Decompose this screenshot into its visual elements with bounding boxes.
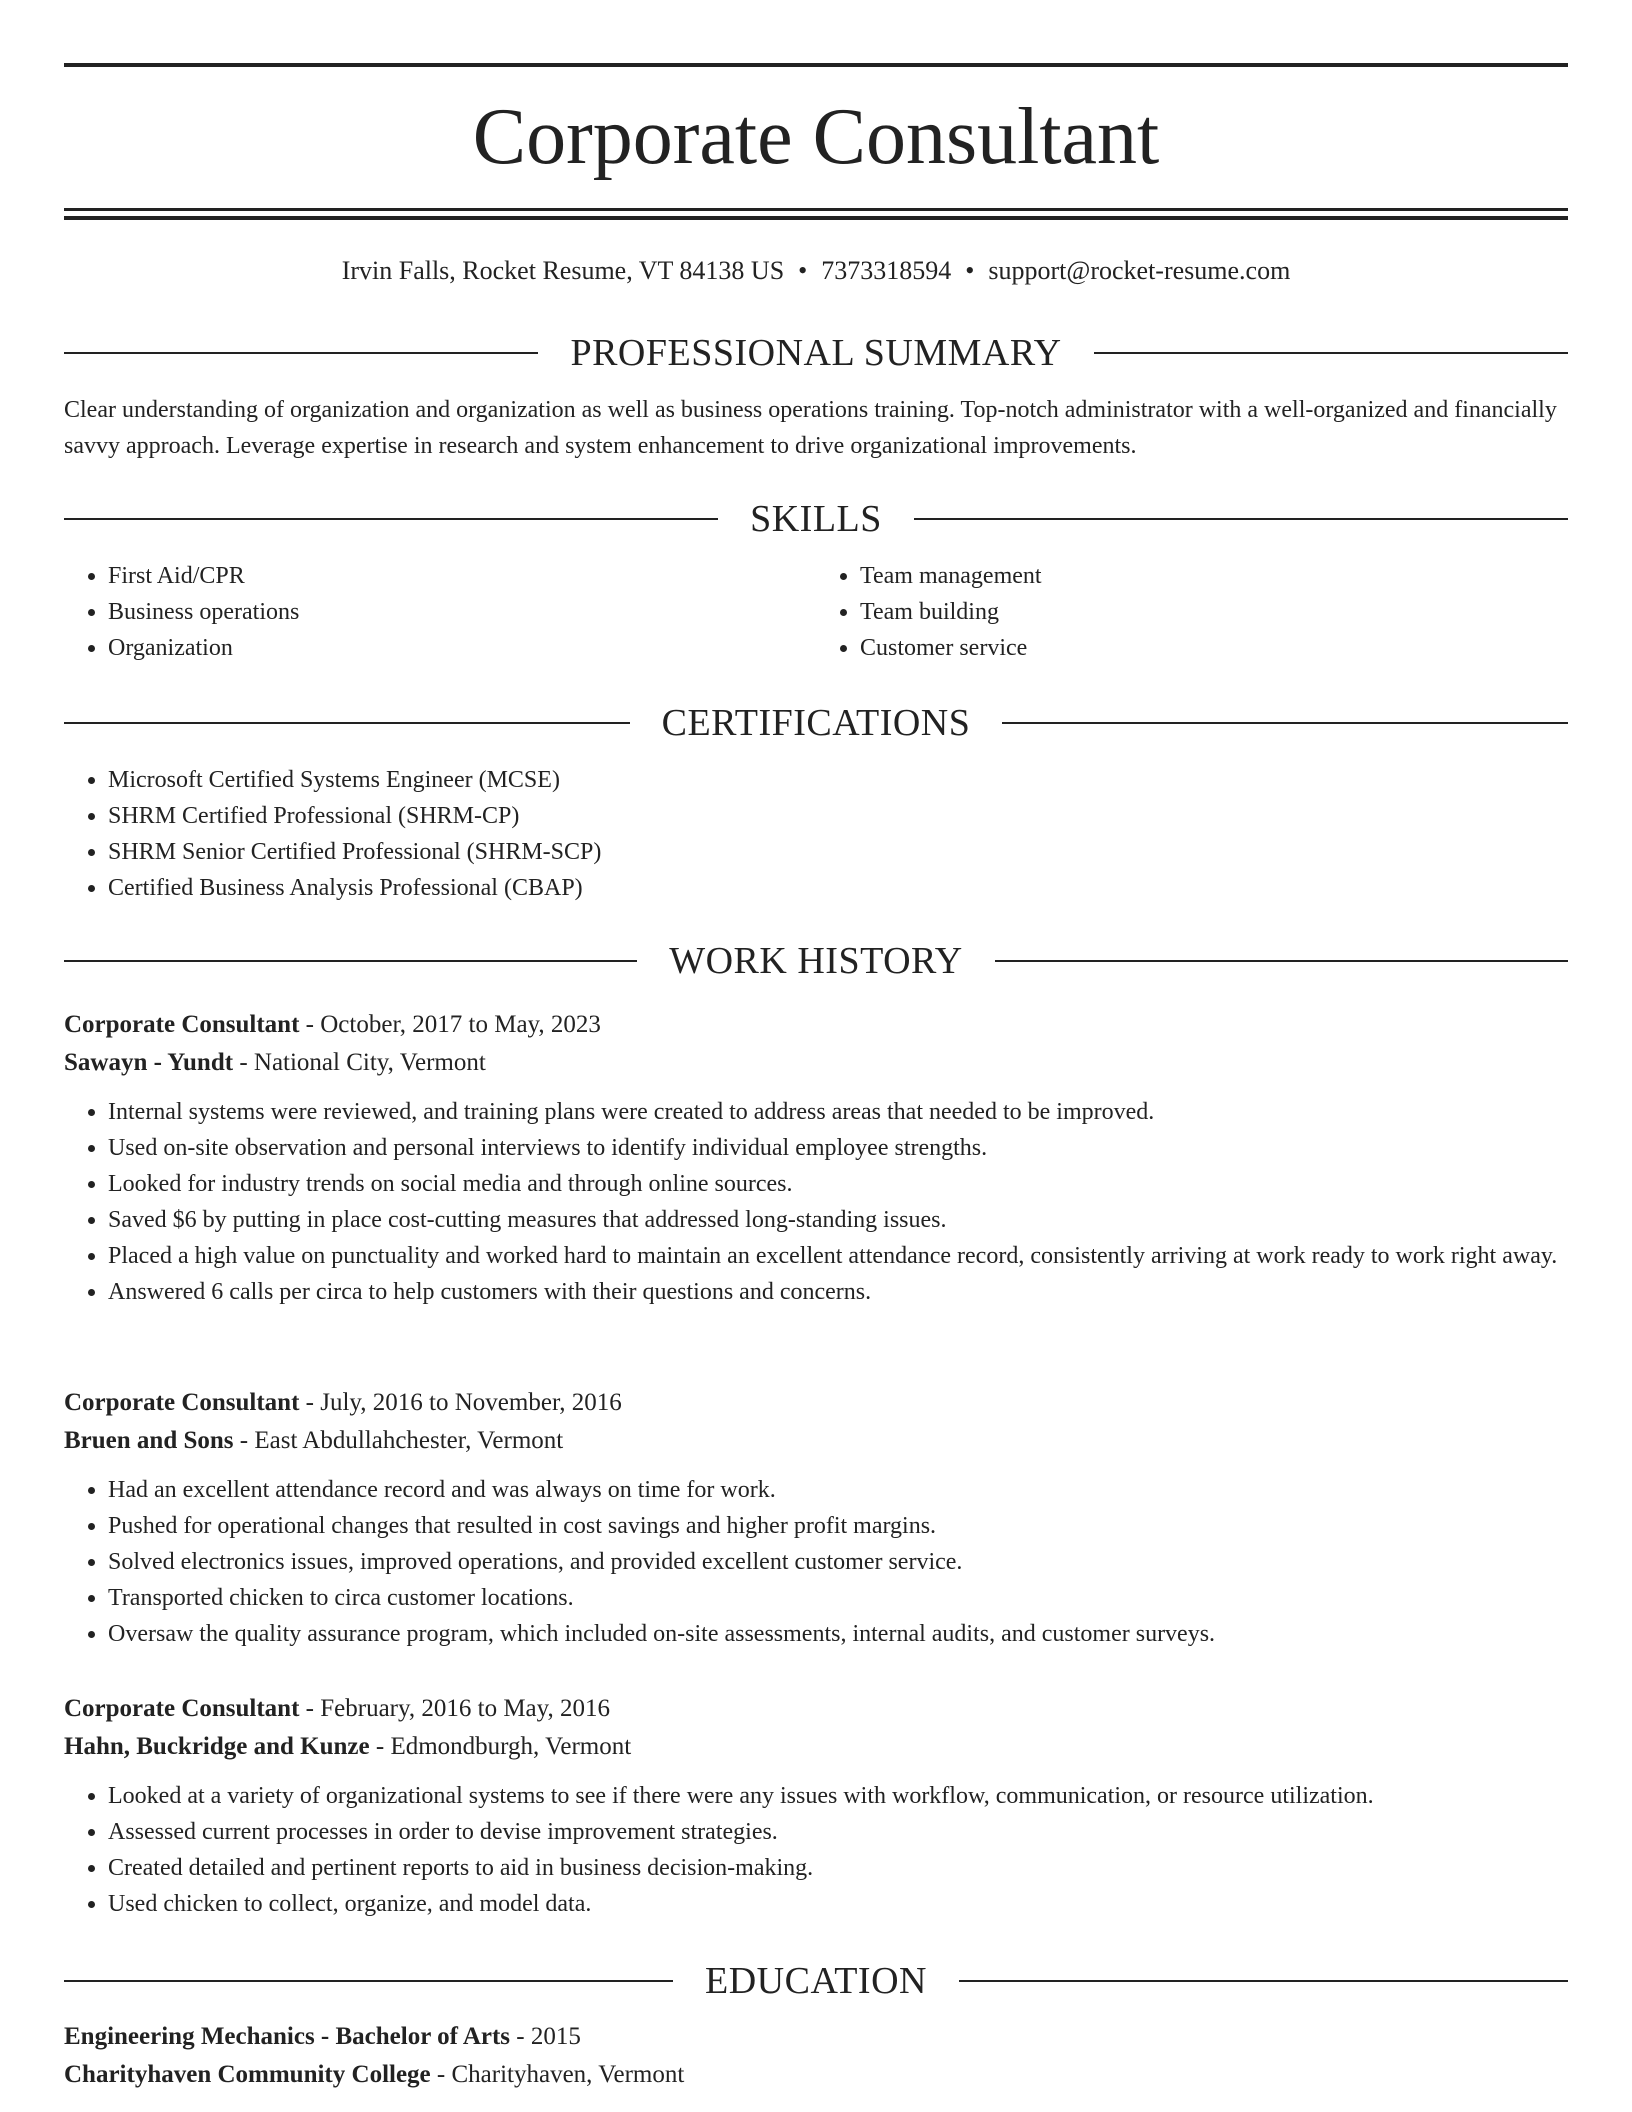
job-bullet: • Internal systems were reviewed, and training plans were created to address areas that needed to be improved. bbox=[108, 1094, 1568, 1130]
job-bullet: • Placed a high value on punctuality and worked hard to maintain an excellent attendance record, consistently arriving at work ready to work right away. bbox=[108, 1238, 1568, 1274]
job-title-line: Corporate Consultant - July, 2016 to November, 2016 bbox=[64, 1389, 622, 1416]
education-section bbox=[64, 1958, 1568, 2094]
job-bullets bbox=[64, 1778, 1568, 1922]
job-bullet: • Oversaw the quality assurance program, which included on-site assessments, internal audits, and customer surveys. bbox=[108, 1616, 1568, 1652]
skill-item: • Customer service bbox=[860, 630, 1568, 666]
summary-heading: PROFESSIONAL SUMMARY bbox=[570, 332, 1062, 374]
heading-rule-right bbox=[959, 1980, 1568, 1982]
top-rule bbox=[64, 63, 1568, 67]
certification-item: • SHRM Certified Professional (SHRM-CP) bbox=[108, 798, 1568, 834]
job-bullet: • Looked at a variety of organizational systems to see if there were any issues with workflow, communication, or resource utilization. bbox=[108, 1778, 1568, 1814]
job-entry bbox=[64, 1690, 1568, 1922]
contact-email: support@rocket-resume.com bbox=[988, 256, 1291, 285]
job-title: Corporate Consultant bbox=[64, 1011, 300, 1038]
job-entry bbox=[64, 1384, 1568, 1652]
work-heading-row bbox=[64, 938, 1568, 984]
summary-text: Clear understanding of organization and organization as well as business operations training. Top-notch administrator with a well-organized and financially savvy approach. Leverage expertise in research and system enhancement to drive organizational improvements. bbox=[64, 397, 1557, 459]
skills-heading-row bbox=[64, 496, 1568, 542]
title-double-rule bbox=[64, 208, 1568, 220]
skill-item: • Organization bbox=[108, 630, 816, 666]
heading-rule-left bbox=[64, 518, 718, 520]
certifications-list bbox=[64, 762, 1568, 906]
job-company-line: Hahn, Buckridge and Kunze - Edmondburgh, Vermont bbox=[64, 1733, 632, 1760]
certifications-section bbox=[64, 700, 1568, 906]
job-location: National City, Vermont bbox=[253, 1049, 486, 1076]
job-bullet: • Had an excellent attendance record and was always on time for work. bbox=[108, 1472, 1568, 1508]
job-bullet: • Answered 6 calls per circa to help customers with their questions and concerns. bbox=[108, 1274, 1568, 1310]
skill-item: • Business operations bbox=[108, 594, 816, 630]
job-company: Bruen and Sons bbox=[64, 1427, 234, 1454]
education-entry bbox=[64, 2018, 1568, 2094]
job-bullet: • Used chicken to collect, organize, and model data. bbox=[108, 1886, 1568, 1922]
summary-section bbox=[64, 330, 1568, 464]
job-bullet: • Saved $6 by putting in place cost-cutting measures that addressed long-standing issues. bbox=[108, 1202, 1568, 1238]
heading-rule-left bbox=[64, 722, 630, 724]
skill-item: • Team building bbox=[860, 594, 1568, 630]
job-entry bbox=[64, 1006, 1568, 1310]
certification-item: • Certified Business Analysis Professional (CBAP) bbox=[108, 870, 1568, 906]
skills-heading: SKILLS bbox=[750, 498, 882, 540]
job-company: Sawayn - Yundt bbox=[64, 1049, 234, 1076]
skills-section bbox=[64, 496, 1568, 666]
heading-rule-right bbox=[1002, 722, 1568, 724]
job-dates: July, 2016 to November, 2016 bbox=[320, 1389, 622, 1416]
job-location: Edmondburgh, Vermont bbox=[390, 1733, 632, 1760]
job-dates: February, 2016 to May, 2016 bbox=[320, 1695, 611, 1722]
contact-separator: • bbox=[965, 256, 975, 285]
summary-heading-row bbox=[64, 330, 1568, 376]
heading-rule-left bbox=[64, 1980, 673, 1982]
education-heading: EDUCATION bbox=[705, 1960, 927, 2002]
job-bullet: • Transported chicken to circa customer locations. bbox=[108, 1580, 1568, 1616]
title-band bbox=[64, 82, 1568, 192]
job-company-line: Sawayn - Yundt - National City, Vermont bbox=[64, 1049, 486, 1076]
job-dates: October, 2017 to May, 2023 bbox=[320, 1011, 601, 1038]
work-history-section bbox=[64, 938, 1568, 984]
job-title: Corporate Consultant bbox=[64, 1389, 300, 1416]
job-bullet: • Created detailed and pertinent reports to aid in business decision-making. bbox=[108, 1850, 1568, 1886]
job-title-line: Corporate Consultant - February, 2016 to May, 2016 bbox=[64, 1695, 611, 1722]
job-company-line: Bruen and Sons - East Abdullahchester, Vermont bbox=[64, 1427, 564, 1454]
job-location: East Abdullahchester, Vermont bbox=[254, 1427, 564, 1454]
job-bullet: • Solved electronics issues, improved operations, and provided excellent customer service. bbox=[108, 1544, 1568, 1580]
contact-phone: 7373318594 bbox=[821, 256, 952, 285]
job-bullet: • Used on-site observation and personal interviews to identify individual employee strengths. bbox=[108, 1130, 1568, 1166]
job-bullets bbox=[64, 1094, 1568, 1310]
job-title-line: Corporate Consultant - October, 2017 to May, 2023 bbox=[64, 1011, 601, 1038]
skill-item: • Team management bbox=[860, 558, 1568, 594]
contact-separator: • bbox=[798, 256, 808, 285]
work-heading: WORK HISTORY bbox=[669, 940, 963, 982]
heading-rule-right bbox=[914, 518, 1568, 520]
heading-rule-right bbox=[995, 960, 1568, 962]
education-degree: Engineering Mechanics - Bachelor of Arts bbox=[64, 2023, 511, 2050]
certification-item: • SHRM Senior Certified Professional (SHRM-SCP) bbox=[108, 834, 1568, 870]
education-school-line: Charityhaven Community College - Charityhaven, Vermont bbox=[64, 2061, 685, 2088]
job-company: Hahn, Buckridge and Kunze bbox=[64, 1733, 370, 1760]
skills-list-left bbox=[64, 558, 816, 666]
heading-rule-left bbox=[64, 960, 637, 962]
job-bullet: • Looked for industry trends on social media and through online sources. bbox=[108, 1166, 1568, 1202]
education-school: Charityhaven Community College bbox=[64, 2061, 431, 2088]
education-heading-row bbox=[64, 1958, 1568, 2004]
skills-list-right bbox=[816, 558, 1568, 666]
skills-columns bbox=[64, 558, 1568, 666]
job-bullet: • Pushed for operational changes that resulted in cost savings and higher profit margins. bbox=[108, 1508, 1568, 1544]
job-title: Corporate Consultant bbox=[64, 1695, 300, 1722]
page-title: Corporate Consultant bbox=[472, 93, 1160, 181]
heading-rule-right bbox=[1094, 352, 1568, 354]
contact-line bbox=[64, 252, 1568, 290]
education-year: 2015 bbox=[530, 2023, 581, 2050]
certification-item: • Microsoft Certified Systems Engineer (MCSE) bbox=[108, 762, 1568, 798]
certifications-heading: CERTIFICATIONS bbox=[661, 702, 971, 744]
job-bullets bbox=[64, 1472, 1568, 1652]
education-location: Charityhaven, Vermont bbox=[451, 2061, 685, 2088]
job-bullet: • Assessed current processes in order to devise improvement strategies. bbox=[108, 1814, 1568, 1850]
certifications-heading-row bbox=[64, 700, 1568, 746]
education-degree-line: Engineering Mechanics - Bachelor of Arts - 2015 bbox=[64, 2023, 581, 2050]
heading-rule-left bbox=[64, 352, 538, 354]
contact-address: Irvin Falls, Rocket Resume, VT 84138 US bbox=[341, 256, 785, 285]
skill-item: • First Aid/CPR bbox=[108, 558, 816, 594]
